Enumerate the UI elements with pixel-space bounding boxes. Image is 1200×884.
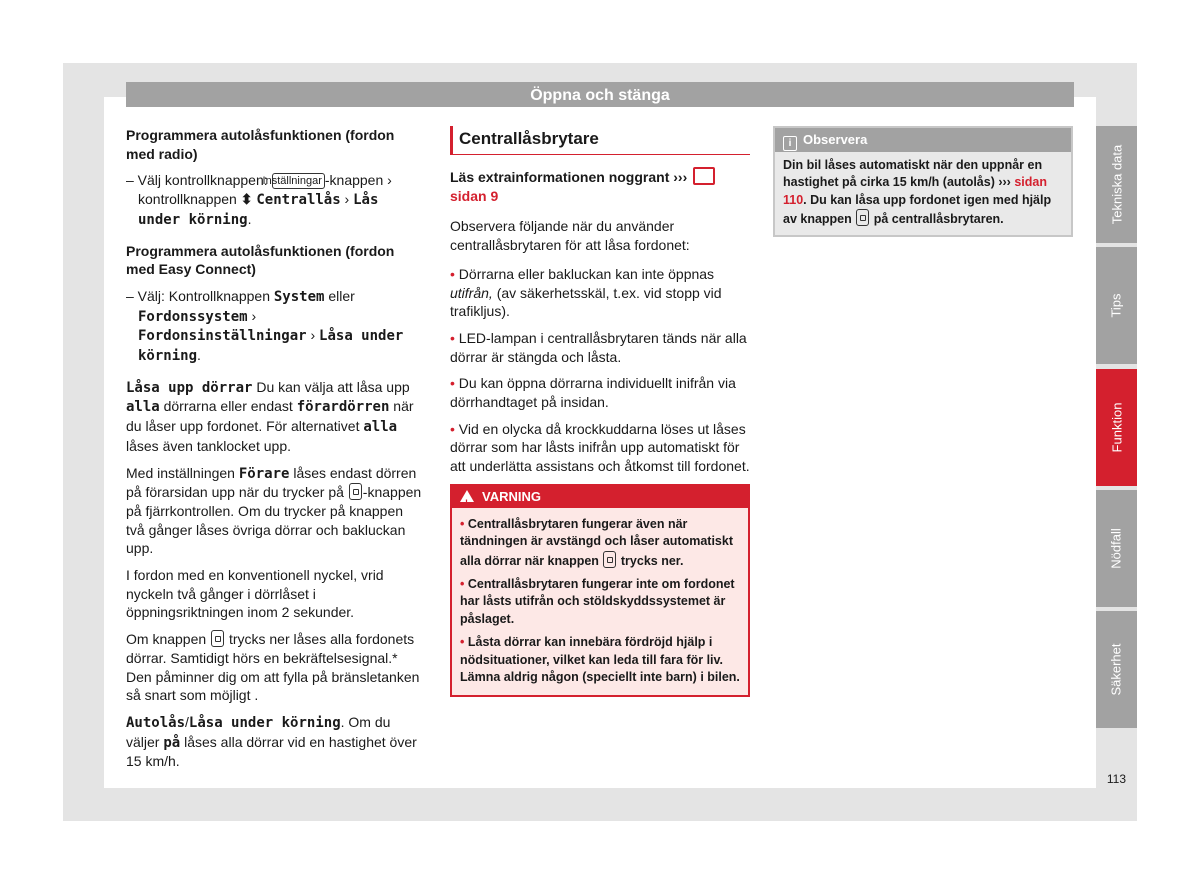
info-icon: i — [783, 136, 797, 151]
heading-radio: Programmera autolåsfunktionen (fordon med radio) — [126, 127, 395, 162]
warning-item: • Låsta dörrar kan innebära fördröjd hjälp i nödsituationer, vilket kan leda till fara för liv. Lämna aldrig någon (speciellt inte barn) i bilen. — [460, 635, 740, 685]
tab-tekniska-data[interactable]: Tekniska data — [1096, 126, 1137, 243]
step-easy-connect: – Välj: Kontrollknappen System eller Fordonssystem › Fordonsinställningar › Låsa under körning. — [126, 287, 404, 365]
column-left — [126, 126, 424, 779]
heading-central-lock-switch: Centrallåsbrytare — [450, 126, 750, 155]
settings-button-label: Inställningar — [272, 173, 325, 189]
book-icon — [693, 167, 715, 185]
unlock-key-icon — [349, 483, 362, 500]
page-frame-bottom — [63, 788, 1137, 821]
list-item: • Dörrarna eller bakluckan kan inte öppnas utifrån, (av säkerhetsskäl, t.ex. vid stopp vid trafikljus). — [450, 265, 722, 320]
section-title: Öppna och stänga — [126, 82, 1074, 107]
updown-icon: ⬍ — [240, 191, 253, 208]
paragraph-autolock: Autolås/Låsa under körning. Om du väljer på låses alla dörrar vid en hastighet över 15 km/h. — [126, 713, 417, 770]
warning-triangle-icon — [460, 490, 474, 502]
note-box — [773, 126, 1073, 237]
note-header: i Observera — [775, 128, 1071, 152]
tab-nodfall[interactable]: Nödfall — [1096, 490, 1137, 607]
page-link[interactable]: sidan 110 — [783, 175, 1047, 207]
note-text: Din bil låses automatiskt när den uppnår en hastighet på cirka 15 km/h (autolås) ››› sidan 110. Du kan låsa upp fordonet igen med hjälp av knappen på centrallåsbrytaren. — [783, 158, 1052, 227]
paragraph-observe: Observera följande när du använder centrallåsbrytaren för att låsa fordonet: — [450, 218, 690, 254]
page-frame-left — [63, 63, 104, 821]
paragraph-unlock: Låsa upp dörrar Du kan välja att låsa upp alla dörrarna eller endast förardörren när du låser upp fordonet. För alternativet alla låses även tanklocket upp. — [126, 378, 414, 454]
tab-funktion[interactable]: Funktion — [1096, 369, 1137, 486]
warning-item: • Centrallåsbrytaren fungerar inte om fordonet har låsts utifrån och stöldskyddssystemet är påslaget. — [460, 577, 735, 626]
paragraph-conventional-key: I fordon med en konventionell nyckel, vrid nyckeln två gånger i dörrlåset i öppningsriktningen inom 2 sekunder. — [126, 567, 384, 621]
intro-reference: Läs extrainformationen noggrant ››› sidan 9 — [450, 167, 750, 205]
column-middle — [450, 126, 750, 697]
page-link[interactable]: sidan 9 — [450, 187, 499, 204]
warning-header: !VARNING — [452, 486, 748, 508]
warning-box — [450, 484, 750, 697]
tab-sakerhet[interactable]: Säkerhet — [1096, 611, 1137, 728]
step-radio: – Välj kontrollknappen: Inställningar -knappen › kontrollknappen ⬍ Centrallås › Lås under körning. — [126, 172, 392, 228]
lock-key-icon — [211, 630, 224, 647]
tab-tips[interactable]: Tips — [1096, 247, 1137, 364]
paragraph-driver: Med inställningen Förare låses endast dörren på förarsidan upp när du trycker på -knappen på fjärrkontrollen. Om du trycker på knappen två gånger låses övriga dörrar och bakluckan upp. — [126, 464, 422, 557]
paragraph-lock-button: Om knappen trycks ner låses alla fordonets dörrar. Samtidigt hörs en bekräftelsesignal.* Den påminner dig om att fylla på bränsletanken så snart som möjligt . — [126, 631, 420, 704]
list-item: • Vid en olycka då krockkuddarna löses ut låses dörrar som har låsts inifrån upp automatiskt för att underlätta assistans och åtkomst till fordonet. — [450, 420, 750, 475]
unlock-key-icon — [856, 209, 869, 226]
list-item: • Du kan öppna dörrarna individuellt inifrån via dörrhandtaget på insidan. — [450, 375, 736, 411]
lock-key-icon — [603, 551, 616, 568]
list-item: • LED-lampan i centrallåsbrytaren tänds när alla dörrar är stängda och låsta. — [450, 329, 747, 365]
column-right — [773, 126, 1073, 237]
heading-easy-connect: Programmera autolåsfunktionen (fordon med Easy Connect) — [126, 242, 395, 278]
warning-item: • Centrallåsbrytaren fungerar även när tändningen är avstängd och låser automatiskt alla dörrar när knappen trycks ner. — [460, 516, 733, 568]
page-number: 113 — [1106, 772, 1126, 786]
